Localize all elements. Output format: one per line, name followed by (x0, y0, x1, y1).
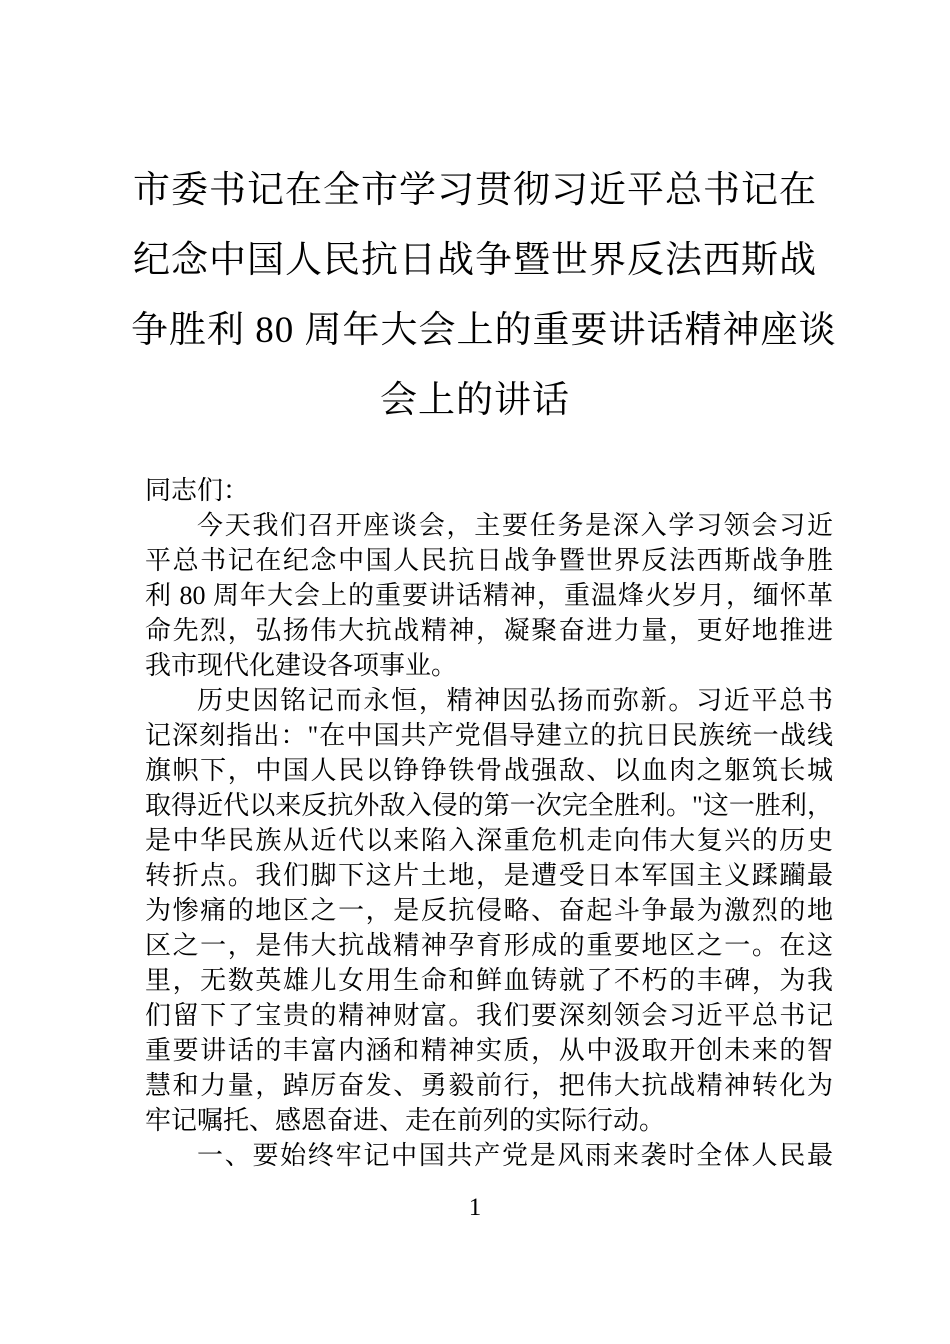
body-line: 转折点。我们脚下这片土地，是遭受日本军国主义蹂躏最 (145, 861, 833, 890)
title-line: 纪念中国人民抗日战争暨世界反法西斯战 (133, 240, 817, 281)
body-line: 牢记嘱托、感恩奋进、走在前列的实际行动。 (145, 1106, 666, 1135)
body-line: 们留下了宝贵的精神财富。我们要深刻领会习近平总书记 (145, 1001, 833, 1030)
body-line: 为惨痛的地区之一，是反抗侵略、奋起斗争最为激烈的地 (145, 896, 833, 925)
body-line: 历史因铭记而永恒，精神因弘扬而弥新。习近平总书 (197, 686, 833, 715)
body-line: 旗帜下，中国人民以铮铮铁骨战强敌、以血肉之躯筑长城 (145, 756, 833, 785)
document-title (131, 156, 837, 436)
body-line: 今天我们召开座谈会，主要任务是深入学习领会习近 (197, 511, 833, 540)
body-line: 里，无数英雄儿女用生命和鲜血铸就了不朽的丰碑，为我 (145, 966, 833, 995)
title-line: 市委书记在全市学习贯彻习近平总书记在 (133, 170, 817, 211)
body-line: 同志们： (145, 476, 250, 505)
body-line: 是中华民族从近代以来陷入深重危机走向伟大复兴的历史 (145, 826, 833, 855)
page-number: 1 (468, 1194, 482, 1221)
title-line: 会上的讲话 (380, 380, 570, 421)
body-line: 一、要始终牢记中国共产党是风雨来袭时全体人民最 (197, 1141, 833, 1170)
body-line: 我市现代化建设各项事业。 (145, 651, 458, 680)
body-line: 取得近代以来反抗外敌入侵的第一次完全胜利。"这一胜利， (145, 791, 833, 820)
body-line: 平总书记在纪念中国人民抗日战争暨世界反法西斯战争胜 (145, 546, 833, 575)
title-line: 争胜利 80 周年大会上的重要讲话精神座谈 (131, 310, 837, 351)
body-line: 利 80 周年大会上的重要讲话精神，重温烽火岁月，缅怀革 (145, 581, 833, 610)
body-line: 记深刻指出："在中国共产党倡导建立的抗日民族统一战线 (145, 721, 833, 750)
body-line: 慧和力量，踔厉奋发、勇毅前行，把伟大抗战精神转化为 (145, 1071, 833, 1100)
body-line: 重要讲话的丰富内涵和精神实质，从中汲取开创未来的智 (145, 1036, 833, 1065)
document-body (145, 473, 833, 1173)
body-line: 区之一，是伟大抗战精神孕育形成的重要地区之一。在这 (145, 931, 833, 960)
body-line: 命先烈，弘扬伟大抗战精神，凝聚奋进力量，更好地推进 (145, 616, 833, 645)
